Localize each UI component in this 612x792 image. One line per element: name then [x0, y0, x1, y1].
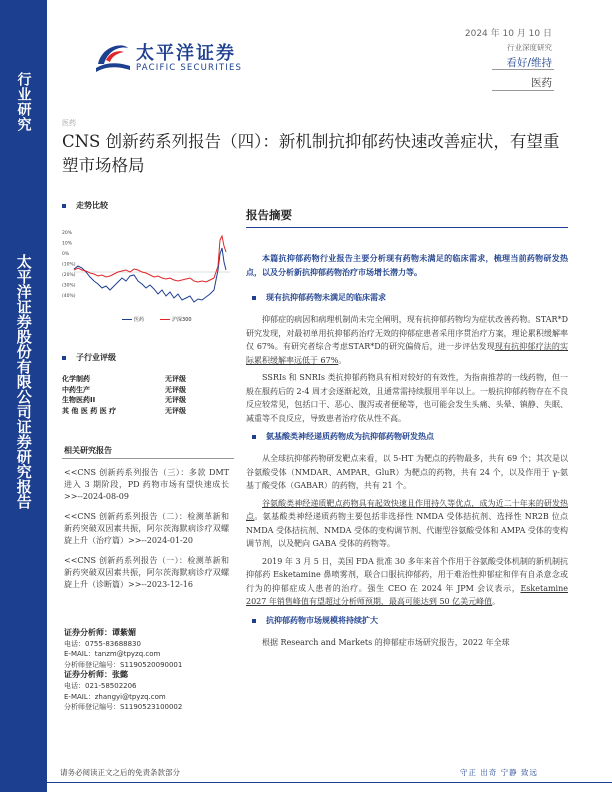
y-tick-label: 10%: [62, 241, 73, 247]
list-item[interactable]: <<CNS 创新药系列报告（一）：检测革新和新药突破双因素共振，阿尔茨海默病诊疗双螺旋上升（诊断篇）>>--2023-12-16: [64, 556, 229, 589]
abstract-intro: 本篇抗抑郁药物行业报告主要分析现有药物未满足的临床需求，梳理当前药物研发热点，以及分析新抗抑郁药物治疗市场增长潜力等。: [246, 253, 568, 277]
section-heading: 氨基酸类神经递质药物成为抗抑郁药物研发热点: [246, 431, 568, 442]
logo-cn-text: 太平洋证券: [136, 43, 236, 64]
paragraph: 抑郁症的病因和病理机制尚未完全阐明，现有抗抑郁药物均为症状改善药物。STAR*D 研究发现，对最初单用抗抑郁药治疗无效的抑郁症患者采用序贯治疗方案，理论累积缓解率仅 67%。有研究者综合考虑STAR*D的研究偏倚后，进一步评估发现现有抗抑郁疗法的实际累积缓解率远低于 67%。: [246, 315, 569, 365]
trend-section-title: 走势比较: [62, 200, 108, 211]
section-heading: 抗抑郁药物市场规模将持续扩大: [246, 615, 568, 626]
related-reports-title: 相关研究报告: [64, 446, 112, 455]
legend-swatch: [160, 319, 170, 320]
table-row: 生物医药II 无评级: [62, 396, 186, 404]
analyst-email[interactable]: E-MAIL：zhangyi@tpyzq.com: [64, 692, 166, 701]
footer-divider: [47, 782, 612, 783]
table-row: 中药生产 无评级: [62, 385, 186, 394]
abstract-body: [246, 252, 568, 653]
legend-item-医药: 医药: [122, 316, 144, 323]
analyst-license: 分析师登记编号：S1190520090001: [64, 660, 183, 669]
analyst-license: 分析师登记编号：S1190523100002: [64, 703, 183, 712]
abstract-title: 报告摘要: [246, 208, 292, 222]
table-row: 化学制药 无评级: [62, 375, 186, 383]
sub-rating-section-title: 子行业评级: [62, 352, 116, 363]
report-type: 行业深度研究: [507, 43, 552, 52]
paragraph: SSRIs 和 SNRIs 类抗抑郁药物具有相对较好的有效性，为指南推荐的一线药物，但一般在服药后的 2-4 周才会逐渐起效，且通常需持续服用半年以上。一般抗抑郁药物存在不良反应较常见，包括口干、恶心、腹泻或者便秘等，也可能会发生头痛、头晕、镇静、失眠、减重等不良反应，导致患者治疗依从性不高。: [246, 373, 568, 423]
series-line-沪深300: [74, 236, 226, 282]
bullet-square-icon: [252, 296, 256, 300]
sidebar: [0, 0, 47, 792]
section-heading: 现有抗抑郁药物未满足的临床需求: [246, 292, 568, 303]
trend-chart: [62, 226, 237, 326]
y-tick-label: (40%): [62, 294, 76, 299]
analyst-phone: 电话：021-58502206: [64, 681, 137, 690]
paragraph: 谷氨酸类神经递质靶点药物具有起效快速且作用持久等优点，成为近二十年来的研发热点。氨基酸类神经递质药物主要包括非选择性 NMDA 受体拮抗剂、选择性 NR2B 位点 NMDA 受体拮抗剂、NMDA 受体的变构调节剂、代谢型谷氨酸受体和 AMPA 受体的变构调节剂，以及靶向 GABA 受体的药物等。: [246, 498, 569, 548]
list-item[interactable]: <<CNS 创新药系列报告（三）：多款 DMT 进入 3 期阶段，PD 药物市场有望快速成长>>--2024-08-09: [64, 468, 229, 501]
analyst-info: [64, 628, 234, 713]
analyst-email[interactable]: E-MAIL：tanzm@tpyzq.com: [64, 650, 161, 659]
sidebar-bottom-label: 太平洋证券股份有限公司证券研究报告: [14, 254, 33, 509]
legend-item-沪深300: 沪深300: [160, 316, 192, 323]
logo-emblem-icon: [92, 38, 132, 76]
related-divider: [62, 458, 234, 459]
analyst-name: 证券分析师：张懿: [64, 670, 128, 680]
y-tick-label: (30%): [62, 283, 76, 289]
y-tick-label: (20%): [62, 273, 76, 278]
header-divider-2: [492, 90, 554, 91]
analyst-name: 证券分析师：谭紫媚: [64, 628, 136, 637]
analyst-phone: 电话：0755-83688830: [64, 639, 141, 648]
industry-sector: 医药: [531, 77, 552, 89]
paragraph: 从全球抗抑郁药物研发靶点来看，以 5-HT 为靶点的药物最多，共有 69 个；其次是以谷氨酸受体（NMDAR、AMPAR、GluR）为靶点的药物，共有 24 个，以及作用于 γ-氨基丁酸受体（GABAR）的药物，共有 21 个。: [246, 454, 568, 490]
bullet-square-icon: [62, 204, 66, 208]
list-item[interactable]: <<CNS 创新药系列报告（二）：检测革新和新药突破双因素共振，阿尔茨海默病诊疗双螺旋上升（治疗篇）>>--2024-01-20: [64, 512, 229, 545]
footer-motto: 守正 出奇 宁静 致远: [459, 768, 538, 777]
y-tick-label: (10%): [62, 262, 76, 268]
sub-rating-table: [62, 374, 232, 416]
industry-rating: 看好/维持: [506, 57, 552, 69]
trend-chart-svg: [62, 226, 237, 326]
breadcrumb: 医药: [62, 119, 76, 127]
paragraph: 根据 Research and Markets 的抑郁症市场研究报告，2022 年全球: [262, 637, 510, 647]
chart-legend: [122, 316, 192, 323]
report-date: 2024 年 10 月 10 日: [464, 29, 552, 39]
y-tick-label: 20%: [62, 231, 73, 236]
report-title: CNS 创新药系列报告（四）：新机制抗抑郁药快速改善症状，有望重塑市场格局: [62, 132, 560, 175]
abstract-divider: [246, 227, 568, 228]
company-logo: [92, 38, 292, 78]
logo-en-text: PACIFIC SECURITIES: [136, 63, 243, 73]
bullet-square-icon: [252, 619, 256, 623]
sidebar-top-label: 行业研究: [15, 72, 32, 132]
paragraph: 2019 年 3 月 5 日，美国 FDA 批准 30 多年来首个作用于谷氨酸受体机制的新机制抗抑郁药 Esketamine 鼻喷雾剂，联合口服抗抑郁药，用于难治性抑郁症和伴有自杀意念或行为的抑郁症成人患者的治疗。强生 CEO 在 2024 年 JPM 会议表示，Esketamine 2027 年销售峰值有望超过分析师预期，最高可能达到 50 亿美元峰值。: [246, 556, 568, 606]
footer-disclaimer[interactable]: 请务必阅读正文之后的免责条款部分: [60, 768, 180, 777]
bullet-square-icon: [252, 435, 256, 439]
bullet-square-icon: [62, 356, 66, 360]
related-reports-list: [64, 467, 229, 599]
header-divider-1: [492, 69, 554, 70]
legend-swatch: [122, 319, 132, 320]
y-tick-label: 0%: [62, 252, 70, 257]
table-row: 其 他 医 药 医 疗 无评级: [62, 406, 186, 415]
